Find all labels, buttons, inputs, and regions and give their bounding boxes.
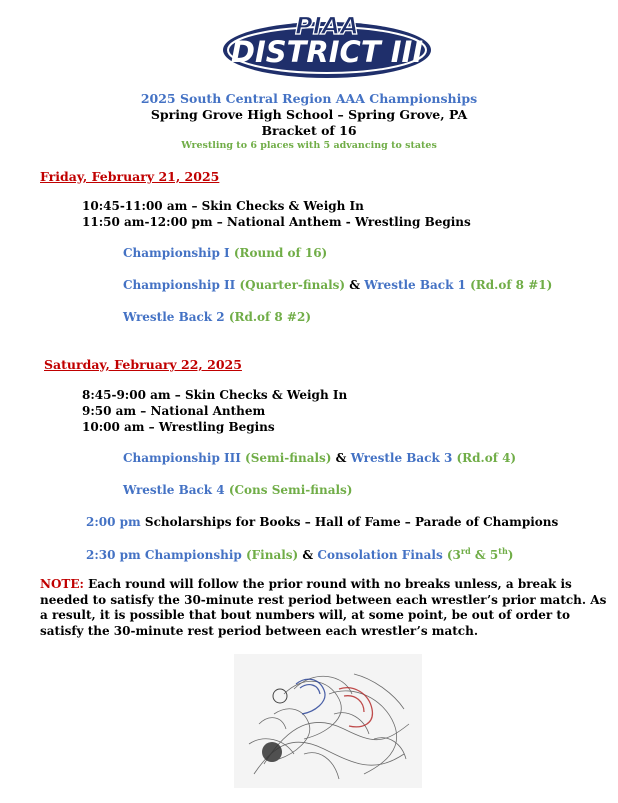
scholarship-text: Scholarships for Books – Hall of Fame – Parade of Champions [140,515,559,529]
friday-time-0: 10:45-11:00 am – Skin Checks & Weigh In [82,199,364,213]
finals-line [86,546,513,562]
piaa-district-logo [222,6,432,80]
text-segment: Wrestle Back 1 [364,278,466,292]
text-segment: 2:30 pm Championship [86,548,242,562]
text-segment: Championship II [123,278,236,292]
saturday-round-1 [123,483,352,497]
text-segment: (Round of 16) [229,246,328,260]
advancing-info: Wrestling to 6 places with 5 advancing to states [181,140,437,151]
text-segment: Championship I [123,246,230,260]
text-segment: th [498,546,508,556]
event-venue: Spring Grove High School – Spring Grove, PA [150,107,468,122]
text-segment: & 5 [470,548,499,562]
friday-round-1 [123,278,552,292]
text-segment: (Finals) [241,548,299,562]
text-segment: ) [507,548,514,562]
saturday-time-1: 9:50 am – National Anthem [82,404,266,418]
friday-time-1: 11:50 am-12:00 pm – National Anthem - Wrestling Begins [82,215,471,229]
text-segment: & [345,278,365,292]
text-segment: & [298,548,318,562]
scholarship-line [86,515,558,529]
text-segment: (Quarter-finals) [235,278,346,292]
note-label: NOTE: [40,577,84,591]
text-segment: Championship III [123,451,241,465]
note-paragraph [40,577,610,639]
text-segment: Wrestle Back 2 [123,310,225,324]
text-segment: (Rd.of 8 #1) [465,278,553,292]
logo-line2: DISTRICT III [230,35,424,69]
text-segment: & [331,451,351,465]
text-segment: (Rd.of 4) [452,451,517,465]
text-segment: Wrestle Back 3 [350,451,453,465]
event-title: 2025 South Central Region AAA Championships [140,91,478,106]
text-segment: (Rd.of 8 #2) [224,310,311,324]
text-segment: rd [460,546,471,556]
friday-date: Friday, February 21, 2025 [40,169,220,184]
text-segment: Consolation Finals [317,548,443,562]
saturday-time-2: 10:00 am – Wrestling Begins [82,420,275,434]
friday-round-2 [123,310,311,324]
text-segment: (3 [442,548,461,562]
logo-line1: PIAA [295,12,359,40]
text-segment: (Cons Semi-finals) [224,483,353,497]
text-segment: (Semi-finals) [240,451,332,465]
note-text: Each round will follow the prior round with no breaks unless, a break is needed to satisfy the 30-minute rest period between each wrestler’s prior match. As a result, it is possible that bout numbers will, at some point, be out of order to satisfy the 30-minute rest period between each wrestler’s match. [40,577,607,638]
text-segment: Wrestle Back 4 [123,483,225,497]
bracket-size: Bracket of 16 [261,123,357,138]
saturday-round-0 [123,451,516,465]
saturday-time-0: 8:45-9:00 am – Skin Checks & Weigh In [82,388,348,402]
friday-round-0 [123,246,327,260]
saturday-date: Saturday, February 22, 2025 [44,357,242,372]
wrestlers-sketch-illustration [234,654,422,788]
scholarship-time: 2:00 pm [86,515,141,529]
